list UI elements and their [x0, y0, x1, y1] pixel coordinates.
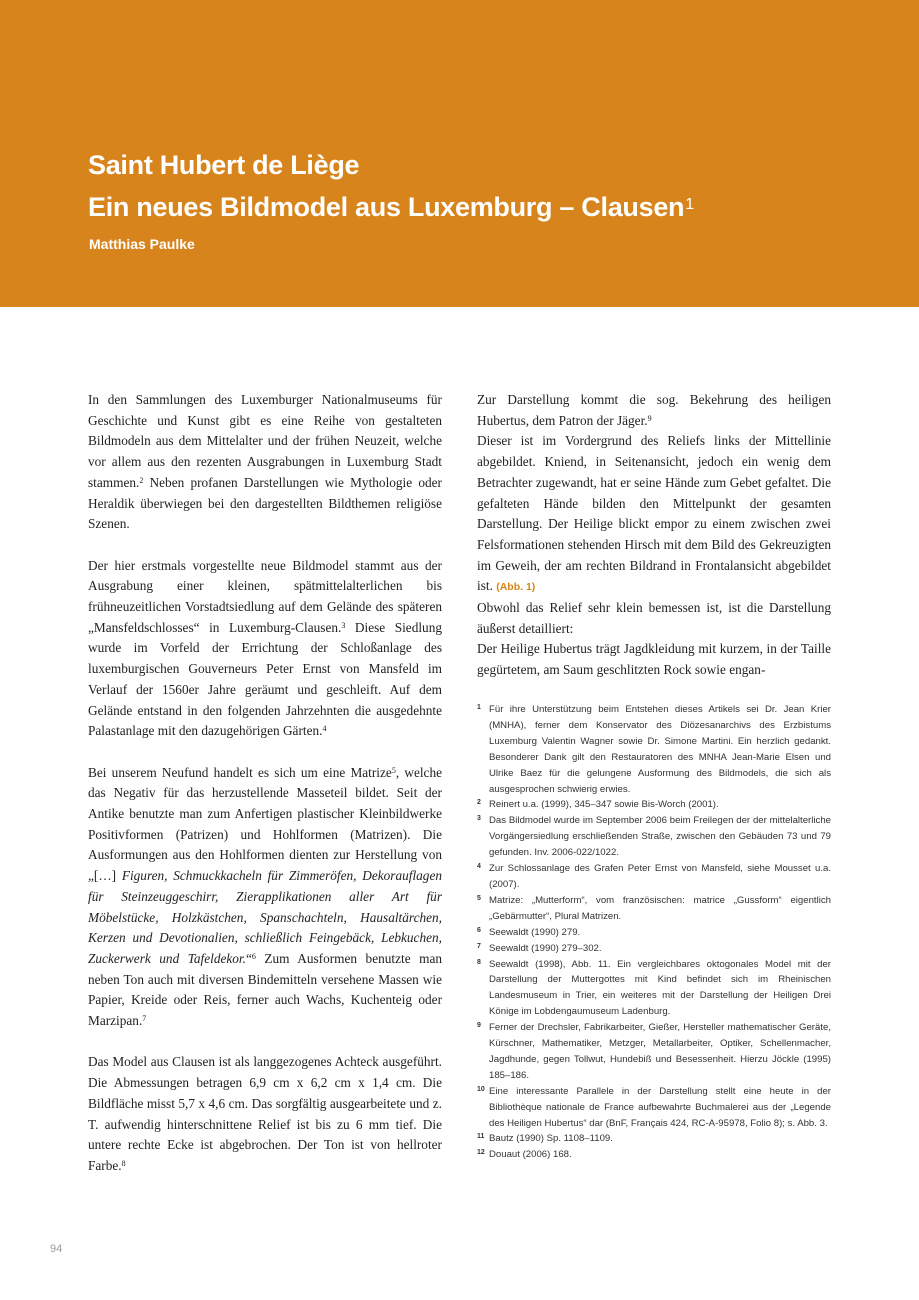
- footnote-ref[interactable]: 8: [121, 1158, 126, 1168]
- footnote-number: 7: [477, 942, 481, 950]
- footnote-number: 3: [477, 815, 481, 823]
- footnote-number: 11: [477, 1133, 485, 1141]
- quotation-italic: Figuren, Schmuckkacheln für Zimmeröfen, Dekorauflagen für Steinzeuggeschirr, Zierapplikationen aller Art für Möbelstücke, Holzkästchen, Spanschachteln, Hausaltärchen, Kerzen und Devotionalien, schließlich Feingebäck, Lebkuchen, Zuckerwerk und Tafeldekor.: [88, 868, 442, 966]
- footnote-ref[interactable]: 5: [391, 765, 396, 775]
- footnote-item: 7 Seewaldt (1990) 279–302.: [477, 941, 831, 957]
- paragraph: Der Heilige Hubertus trägt Jagdkleidung mit kurzem, in der Taille gegürtetem, am Saum geschlitzten Rock sowie engan-: [477, 641, 831, 678]
- paragraph: Zur Darstellung kommt die sog. Bekehrung des heiligen Hubertus, dem Patron der Jäger.$^9$: [477, 392, 831, 428]
- article-title-line2: Ein neues Bildmodel aus Luxemburg – Clausen$^1$: [88, 192, 694, 222]
- paragraph: Dieser ist im Vordergrund des Reliefs links der Mittellinie abgebildet. Kniend, in Seitenansicht, jedoch ein wenig dem Betrachter zugewandt, hat er seine Hände zum Gebet gefaltet. Die gefalteten Hände bilden den Mittelpunkt der gesamten Darstellung. Der Heilige blickt empor zu einem zwischen zwei Felsformationen stehenden Hirsch mit dem Bild des Gekreuzigten im Geweih, der am rechten Bildrand in Frontalansicht abgebildet ist. (Abb. 1): [477, 433, 831, 594]
- footnote-item: 4 Zur Schlossanlage des Grafen Peter Ernst von Mansfeld, siehe Mousset u.a. (2007).: [477, 861, 831, 893]
- footnote-number: 9: [477, 1022, 481, 1030]
- footnote-number: 12: [477, 1149, 485, 1157]
- page-number: 94: [50, 1243, 63, 1255]
- footnote-item: 10 Eine interessante Parallele in der Darstellung stellt eine heute in der Bibliothèque nationale de France aufbewahrte Buchmalerei aus der „Legende des Heiligen Hubertus“ dar (BnF, Français 424, RC-A-95978, Folio 8); s. Abb. 3.: [477, 1084, 831, 1132]
- footnote-ref[interactable]: 4: [322, 724, 327, 734]
- title-footnote-ref[interactable]: 1: [685, 196, 694, 213]
- author-name: Matthias Paulke: [89, 236, 195, 252]
- footnotes-list: [477, 702, 831, 1163]
- footnote-ref[interactable]: 3: [341, 620, 346, 630]
- footnote-ref[interactable]: 6: [251, 951, 256, 961]
- footnote-item: 5 Matrize: „Mutterform“, vom französischen: matrice „Gussform“ eigentlich „Gebärmutter“, Plural Matrizen.: [477, 893, 831, 925]
- footnote-number: 6: [477, 926, 481, 934]
- paragraph: Das Model aus Clausen ist als langgezogenes Achteck ausgeführt. Die Abmessungen betragen 6,9 cm x 6,2 cm x 1,4 cm. Die Bildfläche misst 5,7 x 4,6 cm. Das sorgfältig ausgearbeitete und z. T. aufwendig hinterschnittene Relief ist bis zu 6 mm tief. Die untere rechte Ecke ist abgebrochen. Der Ton ist von hellroter Farbe.$^8$: [88, 1054, 442, 1173]
- footnote-number: 8: [477, 958, 481, 966]
- footnote-ref[interactable]: 9: [647, 413, 652, 423]
- figure-reference[interactable]: (Abb. 1): [496, 581, 536, 594]
- footnote-ref[interactable]: 2: [139, 475, 144, 485]
- footnote-item: 1 Für ihre Unterstützung beim Entstehen dieses Artikels sei Dr. Jean Krier (MNHA), ferner dem Konservator des Diözesanarchivs des Erzbistums Luxemburg Valentin Wagner sowie Dr. Simone Martini. Ein herzlich gedankt. Besonderer Dank gilt den Restauratoren des MNHA Jean-Marie Elsen und Ulrike Baez für die gelungene Ausformung des Bildmodels, die sich als ausgesprochen schwierig erwies.: [477, 702, 831, 797]
- article-title-line1: Saint Hubert de Liège: [88, 150, 360, 180]
- body-column-left: [88, 390, 442, 1177]
- paragraph: Obwohl das Relief sehr klein bemessen ist, ist die Darstellung äußerst detailliert:: [477, 600, 831, 636]
- footnote-item: 11 Bautz (1990) Sp. 1108–1109.: [477, 1131, 831, 1147]
- paragraph: Der hier erstmals vorgestellte neue Bildmodel stammt aus der Ausgrabung einer kleinen, spätmittelalterlichen bis frühneuzeitlichen Vorstadtsiedlung auf dem Gelände des späteren „Mansfeldschlosses“ in Luxemburg-Clausen.$^3$ Diese Siedlung wurde im Vorfeld der Errichtung der Schloßanlage des luxemburgischen Gouverneurs Peter Ernst von Mansfeld im Verlauf der 1560er Jahre geräumt und geschleift. Auf dem Gelände entstand in den folgenden Jahrzehnten die ausgedehnte Palastanlage mit den dazugehörigen Gärten.$^4$: [88, 557, 442, 739]
- footnote-item: 6 Seewaldt (1990) 279.: [477, 925, 831, 941]
- footnote-item: 12 Douaut (2006) 168.: [477, 1147, 831, 1163]
- footnote-number: 4: [477, 863, 481, 871]
- footnote-item: 9 Ferner der Drechsler, Fabrikarbeiter, Gießer, Hersteller mathematischer Geräte, Kürschner, Mathematiker, Metzger, Metallarbeiter, Optiker, Schellenmacher, Jagdhunde, gegen Tollwut, Hundebiß und Besessenheit. Hierzu Jöckle (1995) 185–186.: [477, 1020, 831, 1084]
- footnote-number: 5: [477, 894, 481, 902]
- footnote-item: 3 Das Bildmodel wurde im September 2006 beim Freilegen der der mittelalterliche Vorgängersiedlung erschließenden Straße, zwischen den Gebäuden 73 und 79 gefunden. Inv. 2006-022/1022.: [477, 813, 831, 861]
- paragraph: In den Sammlungen des Luxemburger Nationalmuseums für Geschichte und Kunst gibt es eine Reihe von gestalteten Bildmodeln aus dem Mittelalter und der frühen Neuzeit, welche vor allem aus den rezenten Ausgrabungen in Luxemburg Stadt stammen.$^2$ Neben profanen Darstellungen wie Mythologie oder Heraldik überwiegen bei den dargestellten Bildthemen religiöse Szenen.: [88, 392, 442, 532]
- body-column-right: [477, 390, 831, 681]
- footnote-number: 10: [477, 1085, 485, 1093]
- paragraph: Bei unserem Neufund handelt es sich um eine Matrize$^5$, welche das Negativ für das herzustellende Masseteil bildet. Seit der Antike benutzte man zum Anfertigen plastischer Kleinbildwerke Positivformen (Patrizen) und Hohlformen (Matrizen). Die Ausformungen aus den Hohlformen dienten zur Herstellung von „[…] Figuren, Schmuckkacheln für Zimmeröfen, Dekorauflagen für Steinzeuggeschirr, Zierapplikationen aller Art für Möbelstücke, Holzkästchen, Spanschachteln, Hausaltärchen, Kerzen und Devotionalien, schließlich Feingebäck, Lebkuchen, Zuckerwerk und Tafeldekor.“$^6$ Zum Ausformen benutzte man neben Ton auch mit diversen Bindemitteln versehene Massen wie Papier, Kreide oder Reis, ferner auch Wachs, Kuchenteig oder Marzipan.$^7$: [88, 764, 442, 1029]
- footnote-item: 8 Seewaldt (1998), Abb. 11. Ein vergleichbares oktogonales Model mit der Darstellung der Muttergottes mit Kind befindet sich im Rheinischen Landesmuseum in Trier, ein weiteres mit der Darstellung der Heiligen Drei Könige im Lobdengaumuseum Ladenburg.: [477, 957, 831, 1021]
- footnote-number: 1: [477, 704, 481, 711]
- footnote-number: 2: [477, 799, 481, 807]
- footnote-item: 2 Reinert u.a. (1999), 345–347 sowie Bis-Worch (2001).: [477, 797, 831, 813]
- footnote-ref[interactable]: 7: [142, 1014, 147, 1024]
